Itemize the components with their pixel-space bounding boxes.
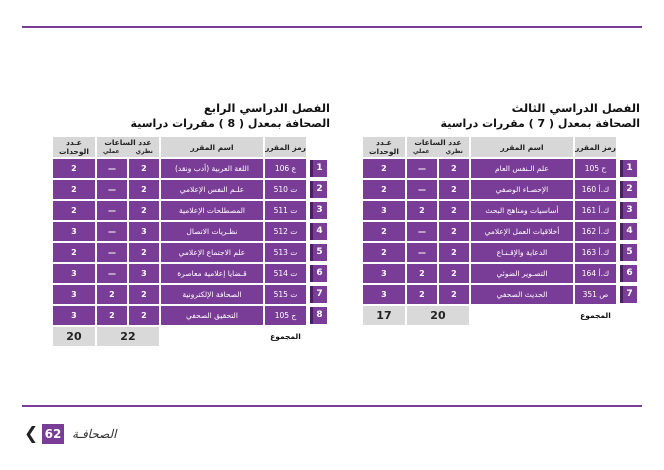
course-code: ت 515 <box>265 285 306 304</box>
semester-fourth-panel <box>42 100 330 348</box>
course-code: ت 512 <box>265 222 306 241</box>
course-name: الحديث الصحفي <box>471 285 573 304</box>
course-units: 2 <box>53 180 95 199</box>
course-code: ك.أ 162 <box>575 222 616 241</box>
row-number: 5 <box>620 244 637 261</box>
course-units: 3 <box>363 285 405 304</box>
theory-hours: 2 <box>439 285 469 304</box>
hours-header <box>407 137 469 157</box>
practical-hours: — <box>97 159 127 178</box>
practical-hours: — <box>97 264 127 283</box>
course-name: علـم النفس الإعلامي <box>161 180 263 199</box>
theory-label: نظري <box>135 148 153 155</box>
practical-hours: 2 <box>407 201 437 220</box>
row-number: 3 <box>620 202 637 219</box>
course-code: ك.أ 160 <box>575 180 616 199</box>
table-row <box>53 222 328 241</box>
table-row <box>53 285 328 304</box>
course-code: ت 511 <box>265 201 306 220</box>
course-units: 2 <box>363 222 405 241</box>
course-code: ت 514 <box>265 264 306 283</box>
semester-title: الفصل الدراسي الثالث <box>511 101 640 115</box>
course-code: ك.أ 164 <box>575 264 616 283</box>
practical-hours: — <box>97 201 127 220</box>
code-header: رمز المقرر <box>265 137 306 157</box>
course-units: 2 <box>363 243 405 262</box>
table-row <box>363 222 638 241</box>
theory-hours: 3 <box>129 264 159 283</box>
row-number: 2 <box>310 181 327 198</box>
course-name: التحقيق الصحفي <box>161 306 263 325</box>
course-name: الدعاية والإقـنـاع <box>471 243 573 262</box>
course-table <box>361 135 640 327</box>
course-units: 2 <box>363 159 405 178</box>
hours-header <box>97 137 159 157</box>
brand-logo-text: الصحافـة <box>72 427 117 441</box>
total-label: المجموع <box>580 311 611 320</box>
course-code: ك.أ 163 <box>575 243 616 262</box>
top-rule <box>22 26 642 28</box>
course-units: 3 <box>53 222 95 241</box>
total-units: 20 <box>53 327 95 346</box>
course-name: علم الاجتماع الإعلامي <box>161 243 263 262</box>
code-header: رمز المقرر <box>575 137 616 157</box>
course-units: 3 <box>53 264 95 283</box>
bottom-rule <box>22 405 642 407</box>
name-header: اسم المقرر <box>161 137 263 157</box>
total-row <box>363 306 638 325</box>
theory-hours: 2 <box>439 222 469 241</box>
course-code: ت 510 <box>265 180 306 199</box>
theory-label: نظري <box>445 148 463 155</box>
table-row <box>53 180 328 199</box>
table-row <box>363 243 638 262</box>
course-name: نظـريات الاتصال <box>161 222 263 241</box>
total-label: المجموع <box>270 332 301 341</box>
row-number: 5 <box>310 244 327 261</box>
table-header <box>363 137 638 157</box>
hours-label: عدد الساعات <box>104 138 152 147</box>
course-name: التصـوير الضوئي <box>471 264 573 283</box>
row-number: 8 <box>310 307 327 324</box>
course-name: قـضايا إعلامية معاصرة <box>161 264 263 283</box>
semester-subtitle: الصحافة بمعدل ( 7 ) مقررات دراسية <box>440 117 640 130</box>
total-row <box>53 327 328 346</box>
course-code: ع 106 <box>265 159 306 178</box>
page-footer <box>24 424 116 444</box>
total-hours: 20 <box>407 306 469 325</box>
table-row <box>363 285 638 304</box>
units-header: عـدد الوحدات <box>53 137 95 157</box>
practical-hours: — <box>407 222 437 241</box>
course-name: المصطلحات الإعلامية <box>161 201 263 220</box>
table-row <box>53 159 328 178</box>
hours-label: عدد الساعات <box>414 138 462 147</box>
total-units: 17 <box>363 306 405 325</box>
practical-label: عملي <box>412 148 430 155</box>
row-number: 3 <box>310 202 327 219</box>
semester-third-panel <box>352 100 640 327</box>
page-number: 62 <box>42 424 64 444</box>
theory-hours: 2 <box>439 159 469 178</box>
course-code: ت 513 <box>265 243 306 262</box>
theory-hours: 2 <box>129 201 159 220</box>
practical-hours: — <box>97 180 127 199</box>
course-code: ص 351 <box>575 285 616 304</box>
semester-subtitle: الصحافة بمعدل ( 8 ) مقررات دراسية <box>130 117 330 130</box>
theory-hours: 3 <box>129 222 159 241</box>
practical-hours: — <box>97 243 127 262</box>
course-code: ح 105 <box>575 159 616 178</box>
row-number: 4 <box>310 223 327 240</box>
theory-hours: 2 <box>129 285 159 304</box>
total-hours: 22 <box>97 327 159 346</box>
table-row <box>363 159 638 178</box>
theory-hours: 2 <box>129 243 159 262</box>
course-units: 3 <box>53 306 95 325</box>
theory-hours: 2 <box>129 159 159 178</box>
row-number: 7 <box>310 286 327 303</box>
table-row <box>363 201 638 220</box>
blank-header <box>308 137 328 157</box>
practical-label: عملي <box>102 148 120 155</box>
table-row <box>53 243 328 262</box>
table-row <box>53 264 328 283</box>
practical-hours: — <box>407 180 437 199</box>
course-name: اللغة العربية (أدب ونقد) <box>161 159 263 178</box>
course-units: 3 <box>363 201 405 220</box>
row-number: 2 <box>620 181 637 198</box>
practical-hours: 2 <box>407 264 437 283</box>
practical-hours: — <box>407 243 437 262</box>
row-number: 6 <box>310 265 327 282</box>
theory-hours: 2 <box>439 180 469 199</box>
course-name: الصحافة الإلكترونية <box>161 285 263 304</box>
practical-hours: 2 <box>407 285 437 304</box>
name-header: اسم المقرر <box>471 137 573 157</box>
course-units: 3 <box>363 264 405 283</box>
table-row <box>53 201 328 220</box>
course-table <box>51 135 330 348</box>
semester-title: الفصل الدراسي الرابع <box>203 101 330 115</box>
course-units: 2 <box>363 180 405 199</box>
theory-hours: 2 <box>129 306 159 325</box>
course-name: أخلاقيات العمل الإعلامي <box>471 222 573 241</box>
course-units: 2 <box>53 201 95 220</box>
theory-hours: 2 <box>129 180 159 199</box>
row-number: 1 <box>310 160 327 177</box>
course-units: 3 <box>53 285 95 304</box>
theory-hours: 2 <box>439 201 469 220</box>
row-number: 7 <box>620 286 637 303</box>
blank-header <box>618 137 638 157</box>
chevron-left-icon[interactable]: ❮ <box>24 424 39 444</box>
practical-hours: — <box>97 222 127 241</box>
table-row <box>363 180 638 199</box>
course-name: أساسيات ومناهج البحث <box>471 201 573 220</box>
course-code: ج 105 <box>265 306 306 325</box>
practical-hours: 2 <box>97 285 127 304</box>
row-number: 1 <box>620 160 637 177</box>
theory-hours: 2 <box>439 264 469 283</box>
practical-hours: — <box>407 159 437 178</box>
row-number: 6 <box>620 265 637 282</box>
practical-hours: 2 <box>97 306 127 325</box>
course-units: 2 <box>53 243 95 262</box>
row-number: 4 <box>620 223 637 240</box>
theory-hours: 2 <box>439 243 469 262</box>
course-code: ك.أ 161 <box>575 201 616 220</box>
units-header: عـدد الوحدات <box>363 137 405 157</box>
course-name: علم الـنفس العام <box>471 159 573 178</box>
course-name: الإحصـاء الوصفي <box>471 180 573 199</box>
course-units: 2 <box>53 159 95 178</box>
table-header <box>53 137 328 157</box>
table-row <box>363 264 638 283</box>
table-row <box>53 306 328 325</box>
